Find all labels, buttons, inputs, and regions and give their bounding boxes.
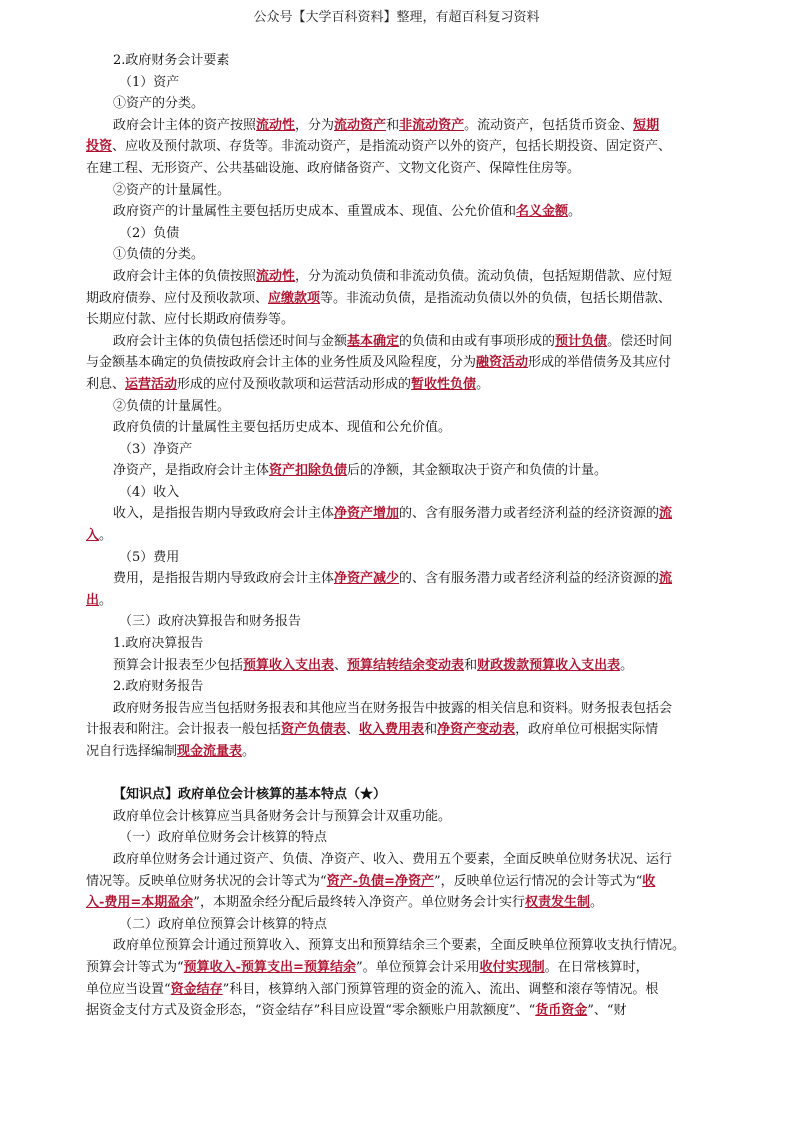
text-line bbox=[86, 180, 716, 202]
text-line bbox=[86, 374, 716, 396]
text-span: 政府单位会计核算应当具备财务会计与预算会计双重功能。 bbox=[113, 808, 452, 824]
section-heading: 【知识点】政府单位会计核算的基本特点（★） bbox=[113, 787, 387, 803]
text-span: ，分为 bbox=[295, 117, 335, 133]
text-line bbox=[86, 719, 716, 741]
text-span: （二）政府单位预算会计核算的特点 bbox=[119, 916, 328, 932]
text-line bbox=[86, 892, 716, 914]
text-span: 政府单位预算会计通过预算收入、预算支出和预算结余三个要素，全面反映单位预算收支执行情况。 bbox=[113, 938, 686, 954]
text-line bbox=[86, 158, 716, 180]
text-span: 。 bbox=[99, 528, 113, 544]
text-span: 的负债和由或有事项形成的 bbox=[399, 333, 556, 349]
text-line bbox=[86, 676, 716, 698]
text-line bbox=[86, 698, 716, 720]
text-line bbox=[86, 1000, 716, 1022]
text-line bbox=[86, 309, 716, 331]
key-term: 资产扣除负债 bbox=[269, 463, 348, 479]
key-term: 运营活动 bbox=[125, 376, 178, 392]
key-term: 应缴款项 bbox=[268, 290, 321, 306]
text-span: 。 bbox=[99, 592, 113, 608]
text-span: ②资产的计量属性。 bbox=[113, 182, 231, 198]
text-span: 据资金支付方式及资金形态，“资金结存”科目应设置“零余额账户用款额度”、“ bbox=[86, 1003, 536, 1019]
text-span: ②负债的计量属性。 bbox=[113, 398, 231, 414]
text-line bbox=[86, 547, 716, 569]
text-line bbox=[86, 115, 716, 137]
key-term: 净资产增加 bbox=[334, 506, 400, 522]
text-line bbox=[86, 72, 716, 94]
text-span: 。 bbox=[589, 895, 603, 911]
text-line bbox=[86, 136, 716, 158]
text-span: 期政府债券、应付及预收款项、 bbox=[86, 290, 269, 306]
text-line bbox=[86, 93, 716, 115]
text-line bbox=[86, 827, 716, 849]
text-span: 政府负债的计量属性主要包括历史成本、现值和公允价值。 bbox=[113, 420, 452, 436]
text-span: 政府会计主体的负债包括偿还时间与金额 bbox=[113, 333, 348, 349]
text-line bbox=[86, 633, 716, 655]
text-line bbox=[86, 223, 716, 245]
text-span: ”。单位预算会计采用 bbox=[355, 959, 480, 975]
text-span: ①负债的分类。 bbox=[113, 247, 205, 263]
text-line bbox=[86, 417, 716, 439]
key-term: 出 bbox=[86, 592, 100, 608]
text-span: 利息、 bbox=[86, 376, 126, 392]
text-line bbox=[86, 957, 716, 979]
text-span: （一）政府单位财务会计核算的特点 bbox=[119, 830, 328, 846]
key-term: 资金结存 bbox=[170, 981, 223, 997]
key-term: 资产负债表 bbox=[281, 722, 347, 738]
key-term: 预算收入-预算支出=预算结余 bbox=[183, 959, 356, 975]
text-span: 预算会计等式为“ bbox=[86, 959, 184, 975]
text-line bbox=[86, 266, 716, 288]
text-line bbox=[86, 244, 716, 266]
key-term: 短期 bbox=[633, 117, 660, 133]
text-span: 。流动资产，包括货币资金、 bbox=[464, 117, 634, 133]
text-span: ”、“财 bbox=[587, 1003, 627, 1019]
text-span: （5）费用 bbox=[119, 549, 180, 565]
text-span: ”科目，核算纳入部门预算管理的资金的流入、流出、调整和滚存等情况。根 bbox=[222, 981, 659, 997]
text-span: ，分为流动负债和非流动负债。流动负债，包括短期借款、应付短 bbox=[295, 268, 673, 284]
text-line bbox=[86, 871, 716, 893]
key-term: 流 bbox=[659, 506, 673, 522]
text-line bbox=[86, 590, 716, 612]
key-term: 预算收入支出表 bbox=[243, 657, 335, 673]
text-span: 政府财务报告应当包括财务报表和其他应当在财务报告中披露的相关信息和资料。财务报表包括会 bbox=[113, 700, 673, 716]
document-body bbox=[86, 50, 716, 1022]
text-span: 后的净额，其金额取决于资产和负债的计量。 bbox=[347, 463, 608, 479]
text-line bbox=[86, 288, 716, 310]
text-span: （三）政府决算报告和财务报告 bbox=[119, 614, 302, 630]
text-line bbox=[86, 439, 716, 461]
text-line bbox=[86, 914, 716, 936]
text-line bbox=[86, 806, 716, 828]
text-span: ，政府单位可根据实际情 bbox=[515, 722, 659, 738]
text-span: 的、含有服务潜力或者经济利益的经济资源的 bbox=[399, 571, 660, 587]
key-term: 收入费用表 bbox=[359, 722, 425, 738]
text-span: 。在日常核算时， bbox=[544, 959, 649, 975]
key-term: 净资产变动表 bbox=[437, 722, 516, 738]
text-line bbox=[86, 525, 716, 547]
text-span: 在建工程、无形资产、公共基础设施、政府储备资产、文物文化资产、保障性住房等。 bbox=[86, 160, 581, 176]
key-term: 资产-负债=净资产 bbox=[326, 873, 434, 889]
key-term: 净资产减少 bbox=[334, 571, 400, 587]
text-span: 和 bbox=[386, 117, 400, 133]
text-span: 的、含有服务潜力或者经济利益的经济资源的 bbox=[399, 506, 660, 522]
text-span: 政府资产的计量属性主要包括历史成本、重置成本、现值、公允价值和 bbox=[113, 204, 517, 220]
text-span: 政府会计主体的负债按照 bbox=[113, 268, 257, 284]
text-line bbox=[86, 482, 716, 504]
key-term: 名义金额 bbox=[516, 204, 569, 220]
text-span: 等。非流动负债，是指流动负债以外的负债，包括长期借款、 bbox=[320, 290, 672, 306]
text-span: 费用，是指报告期内导致政府会计主体 bbox=[113, 571, 335, 587]
key-term: 收 bbox=[642, 873, 656, 889]
paragraph-gap bbox=[86, 763, 716, 785]
text-span: ”，本期盈余经分配后最终转入净资产。单位财务会计实行 bbox=[193, 895, 525, 911]
text-span: 形成的举借债务及其应付 bbox=[528, 355, 672, 371]
text-span: 。 bbox=[620, 657, 634, 673]
text-line bbox=[86, 979, 716, 1001]
text-line bbox=[86, 331, 716, 353]
key-term: 流动性 bbox=[256, 268, 296, 284]
text-line bbox=[86, 352, 716, 374]
text-span: 单位应当设置“ bbox=[86, 981, 171, 997]
key-term: 现金流量表 bbox=[177, 744, 243, 759]
text-span: 2.政府财务报告 bbox=[113, 679, 204, 695]
text-line bbox=[86, 611, 716, 633]
text-span: 和 bbox=[424, 722, 438, 738]
text-span: 长期应付款、应付长期政府债券等。 bbox=[86, 312, 295, 328]
text-span: ①资产的分类。 bbox=[113, 96, 205, 112]
text-span: 、应收及预付款项、存货等。非流动资产，是指流动资产以外的资产，包括长期投资、固定资产、 bbox=[112, 139, 672, 155]
key-term: 预计负债 bbox=[555, 333, 608, 349]
text-span: 计报表和附注。会计报表一般包括 bbox=[86, 722, 282, 738]
text-span: 。 bbox=[242, 744, 256, 759]
text-span: 2.政府财务会计要素 bbox=[113, 53, 230, 68]
text-span: （2）负债 bbox=[119, 225, 180, 241]
text-span: 净资产，是指政府会计主体 bbox=[113, 463, 270, 479]
text-span: （3）净资产 bbox=[119, 441, 193, 457]
key-term: 投资 bbox=[86, 139, 113, 155]
key-term: 流动资产 bbox=[334, 117, 387, 133]
key-term: 基本确定 bbox=[347, 333, 400, 349]
text-line bbox=[86, 503, 716, 525]
text-span: 、 bbox=[334, 657, 348, 673]
key-term: 预算结转结余变动表 bbox=[347, 657, 465, 673]
key-term: 暂收性负债 bbox=[411, 376, 477, 392]
key-term: 入 bbox=[86, 528, 100, 544]
key-term: 入-费用=本期盈余 bbox=[86, 895, 194, 911]
key-term: 融资活动 bbox=[476, 355, 529, 371]
text-line bbox=[86, 568, 716, 590]
text-span: 和 bbox=[464, 657, 478, 673]
text-line bbox=[86, 396, 716, 418]
page-header: 公众号【大学百科资料】整理，有超百科复习资料 bbox=[253, 10, 540, 25]
key-term: 收付实现制 bbox=[479, 959, 545, 975]
text-span: 。偿还时间 bbox=[607, 333, 673, 349]
key-term: 非流动资产 bbox=[399, 117, 465, 133]
key-term: 流动性 bbox=[256, 117, 296, 133]
text-line bbox=[86, 201, 716, 223]
text-span: 、 bbox=[346, 722, 360, 738]
text-span: 政府会计主体的资产按照 bbox=[113, 117, 257, 133]
text-span: （4）收入 bbox=[119, 484, 180, 500]
text-span: 。 bbox=[568, 204, 582, 220]
text-line bbox=[86, 741, 716, 763]
text-span: 收入，是指报告期内导致政府会计主体 bbox=[113, 506, 335, 522]
text-span: 。 bbox=[476, 376, 490, 392]
text-span: （1）资产 bbox=[119, 74, 180, 90]
key-term: 货币资金 bbox=[535, 1003, 588, 1019]
text-span: 1.政府决算报告 bbox=[113, 636, 204, 652]
text-span: 况自行选择编制 bbox=[86, 744, 178, 759]
text-line bbox=[86, 935, 716, 957]
text-line bbox=[86, 655, 716, 677]
text-line bbox=[86, 50, 716, 72]
text-span: ”，反映单位运行情况的会计等式为“ bbox=[433, 873, 643, 889]
text-span: 形成的应付及预收款项和运营活动形成的 bbox=[177, 376, 412, 392]
text-line bbox=[86, 784, 716, 806]
text-line bbox=[86, 849, 716, 871]
key-term: 权责发生制 bbox=[524, 895, 590, 911]
text-span: 情况等。反映单位财务状况的会计等式为“ bbox=[86, 873, 327, 889]
text-span: 与金额基本确定的负债按政府会计主体的业务性质及风险程度，分为 bbox=[86, 355, 477, 371]
key-term: 财政拨款预算收入支出表 bbox=[477, 657, 621, 673]
key-term: 流 bbox=[659, 571, 673, 587]
text-line bbox=[86, 460, 716, 482]
text-span: 预算会计报表至少包括 bbox=[113, 657, 244, 673]
text-span: 政府单位财务会计通过资产、负债、净资产、收入、费用五个要素，全面反映单位财务状况、运行 bbox=[113, 851, 673, 867]
